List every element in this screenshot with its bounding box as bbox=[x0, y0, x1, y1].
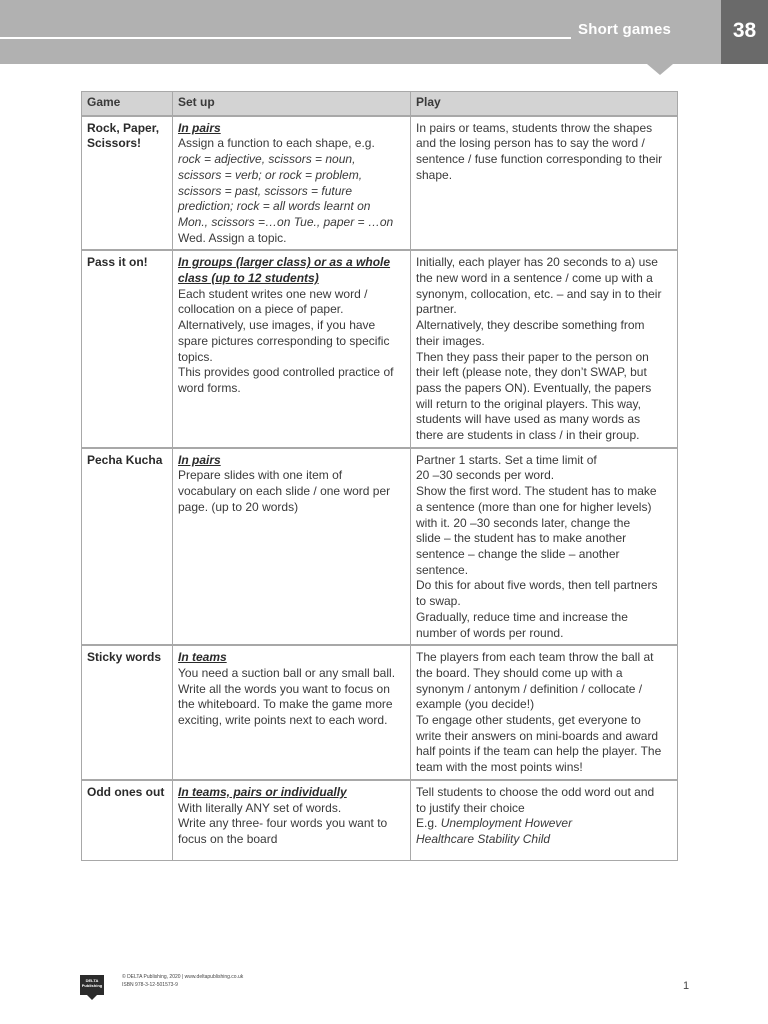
setup-line: collocation on a piece of paper. bbox=[178, 302, 344, 317]
play-line: Gradually, reduce time and increase the bbox=[416, 609, 628, 624]
play-line: Show the first word. The student has to make bbox=[416, 484, 657, 499]
header-notch bbox=[647, 64, 673, 75]
play-line: and the losing person has to say the word / bbox=[416, 136, 645, 151]
play-line: will return to the original players. This way, bbox=[416, 396, 641, 411]
play-cell bbox=[411, 780, 678, 860]
setup-line: spare pictures corresponding to specific bbox=[178, 333, 390, 348]
setup-line: prediction; rock = all words learnt on bbox=[178, 199, 371, 214]
table-row bbox=[82, 116, 678, 251]
example-word: Unemployment bbox=[440, 816, 522, 831]
play-line: sentence – change the slide – another bbox=[416, 546, 620, 561]
setup-cell bbox=[173, 448, 411, 645]
example-word: However bbox=[524, 816, 573, 831]
setup-heading: class (up to 12 students) bbox=[178, 271, 319, 286]
chapter-page-number: 38 bbox=[721, 0, 768, 64]
play-line: sentence / fuse function corresponding to their bbox=[416, 152, 663, 167]
copyright-text: © DELTA Publishing, 2020 | www.deltapublishing.co.uk bbox=[122, 974, 244, 980]
setup-heading: In teams bbox=[178, 650, 227, 665]
games-table bbox=[81, 91, 678, 861]
play-line: there are students in class / in their group. bbox=[416, 428, 640, 443]
column-header-setup: Set up bbox=[173, 92, 411, 116]
example-words-line bbox=[416, 832, 672, 848]
game-name: Odd ones out bbox=[82, 780, 173, 860]
play-line: In pairs or teams, students throw the shapes bbox=[416, 120, 653, 135]
play-line: their left (please note, they don’t SWAP, but bbox=[416, 365, 647, 380]
setup-line: Assign a function to each shape, e.g. bbox=[178, 136, 375, 151]
play-cell bbox=[411, 448, 678, 645]
play-line: a sentence (more than one for higher levels) bbox=[416, 499, 652, 514]
setup-line: page. (up to 20 words) bbox=[178, 499, 299, 514]
setup-line: Write all the words you want to focus on bbox=[178, 681, 390, 696]
setup-heading: In pairs bbox=[178, 452, 221, 467]
column-header-play: Play bbox=[411, 92, 678, 116]
setup-line: exciting, write points next to each word. bbox=[178, 713, 388, 728]
publisher-logo bbox=[80, 975, 104, 995]
table-row bbox=[82, 780, 678, 860]
publisher-logo-tail bbox=[87, 995, 97, 1000]
play-line: The players from each team throw the ball at bbox=[416, 650, 654, 665]
example-prefix: E.g. bbox=[416, 816, 438, 831]
game-name: Rock, Paper, Scissors! bbox=[82, 116, 173, 251]
example-word: Stability bbox=[477, 831, 520, 846]
table-header-row bbox=[82, 92, 678, 116]
play-line: the board. They should come up with a bbox=[416, 665, 623, 680]
play-line: sentence. bbox=[416, 562, 469, 577]
setup-line: Each student writes one new word / bbox=[178, 286, 368, 301]
table-row bbox=[82, 448, 678, 645]
setup-line: With literally ANY set of words. bbox=[178, 800, 342, 815]
play-line: pass the papers ON). Eventually, the papers bbox=[416, 380, 652, 395]
play-line: write their answers on mini-boards and award bbox=[416, 728, 659, 743]
play-line: Tell students to choose the odd word out and bbox=[416, 784, 655, 799]
section-title: Short games bbox=[578, 21, 672, 38]
setup-cell bbox=[173, 116, 411, 251]
play-line: team with the most points wins! bbox=[416, 760, 583, 775]
play-line: the new word in a sentence / come up with a bbox=[416, 271, 653, 286]
setup-line: topics. bbox=[178, 349, 213, 364]
play-line: with it. 20 –30 seconds later, change the bbox=[416, 515, 631, 530]
logo-text: DELTA Publishing bbox=[81, 978, 103, 988]
footer-page-number: 1 bbox=[683, 980, 690, 992]
play-line: shape. bbox=[416, 167, 453, 182]
example-word: Healthcare bbox=[416, 831, 475, 846]
setup-line: word forms. bbox=[178, 380, 241, 395]
setup-heading: In teams, pairs or individually bbox=[178, 784, 347, 799]
setup-line: This provides good controlled practice of bbox=[178, 365, 394, 380]
example-word: Child bbox=[522, 831, 551, 846]
table-row bbox=[82, 250, 678, 447]
setup-line: Prepare slides with one item of bbox=[178, 468, 343, 483]
play-line: their images. bbox=[416, 333, 485, 348]
setup-line: scissors = past, scissors = future bbox=[178, 183, 353, 198]
setup-cell bbox=[173, 780, 411, 860]
setup-line: Alternatively, use images, if you have bbox=[178, 318, 376, 333]
play-cell bbox=[411, 116, 678, 251]
play-cell bbox=[411, 645, 678, 780]
setup-line: rock = adjective, scissors = noun, bbox=[178, 152, 356, 167]
play-line: Alternatively, they describe something from bbox=[416, 318, 645, 333]
play-line: Then they pass their paper to the person on bbox=[416, 349, 649, 364]
game-name: Sticky words bbox=[82, 645, 173, 780]
setup-cell bbox=[173, 645, 411, 780]
setup-line: Wed. Assign a topic. bbox=[178, 230, 287, 245]
play-line: synonym / antonym / definition / collocate / bbox=[416, 681, 643, 696]
column-header-game: Game bbox=[82, 92, 173, 116]
play-line: students will have used as many words as bbox=[416, 412, 641, 427]
play-line: example (you decide!) bbox=[416, 697, 535, 712]
play-line: Initially, each player has 20 seconds to a) use bbox=[416, 255, 658, 270]
play-cell bbox=[411, 250, 678, 447]
play-line: to swap. bbox=[416, 594, 461, 609]
isbn-text: ISBN 978-3-12-501573-9 bbox=[122, 982, 178, 988]
setup-cell bbox=[173, 250, 411, 447]
setup-line: scissors = verb; or rock = problem, bbox=[178, 167, 363, 182]
play-line: partner. bbox=[416, 302, 457, 317]
setup-line: focus on the board bbox=[178, 831, 278, 846]
play-line: number of words per round. bbox=[416, 625, 564, 640]
setup-line: the whiteboard. To make the game more bbox=[178, 697, 393, 712]
play-line: To engage other students, get everyone to bbox=[416, 713, 641, 728]
game-name: Pass it on! bbox=[82, 250, 173, 447]
setup-heading: In pairs bbox=[178, 120, 221, 135]
setup-line: Write any three- four words you want to bbox=[178, 816, 388, 831]
setup-heading: In groups (larger class) or as a whole bbox=[178, 255, 391, 270]
play-line: slide – the student has to make another bbox=[416, 531, 627, 546]
setup-line: Mon., scissors =…on Tue., paper = …on bbox=[178, 214, 394, 229]
play-line: Do this for about five words, then tell partners bbox=[416, 578, 658, 593]
play-line: synonym, collocation, etc. – and say in to their bbox=[416, 286, 662, 301]
setup-line: vocabulary on each slide / one word per bbox=[178, 484, 391, 499]
setup-line: You need a suction ball or any small ball. bbox=[178, 665, 396, 680]
play-line: half points if the team can help the player. The bbox=[416, 744, 662, 759]
table-row bbox=[82, 645, 678, 780]
play-line: 20 –30 seconds per word. bbox=[416, 468, 555, 483]
game-name: Pecha Kucha bbox=[82, 448, 173, 645]
play-line: to justify their choice bbox=[416, 800, 525, 815]
footer-credits bbox=[122, 973, 243, 989]
example-words-line bbox=[416, 816, 672, 832]
header-rule bbox=[0, 37, 571, 39]
play-line: Partner 1 starts. Set a time limit of bbox=[416, 452, 597, 467]
